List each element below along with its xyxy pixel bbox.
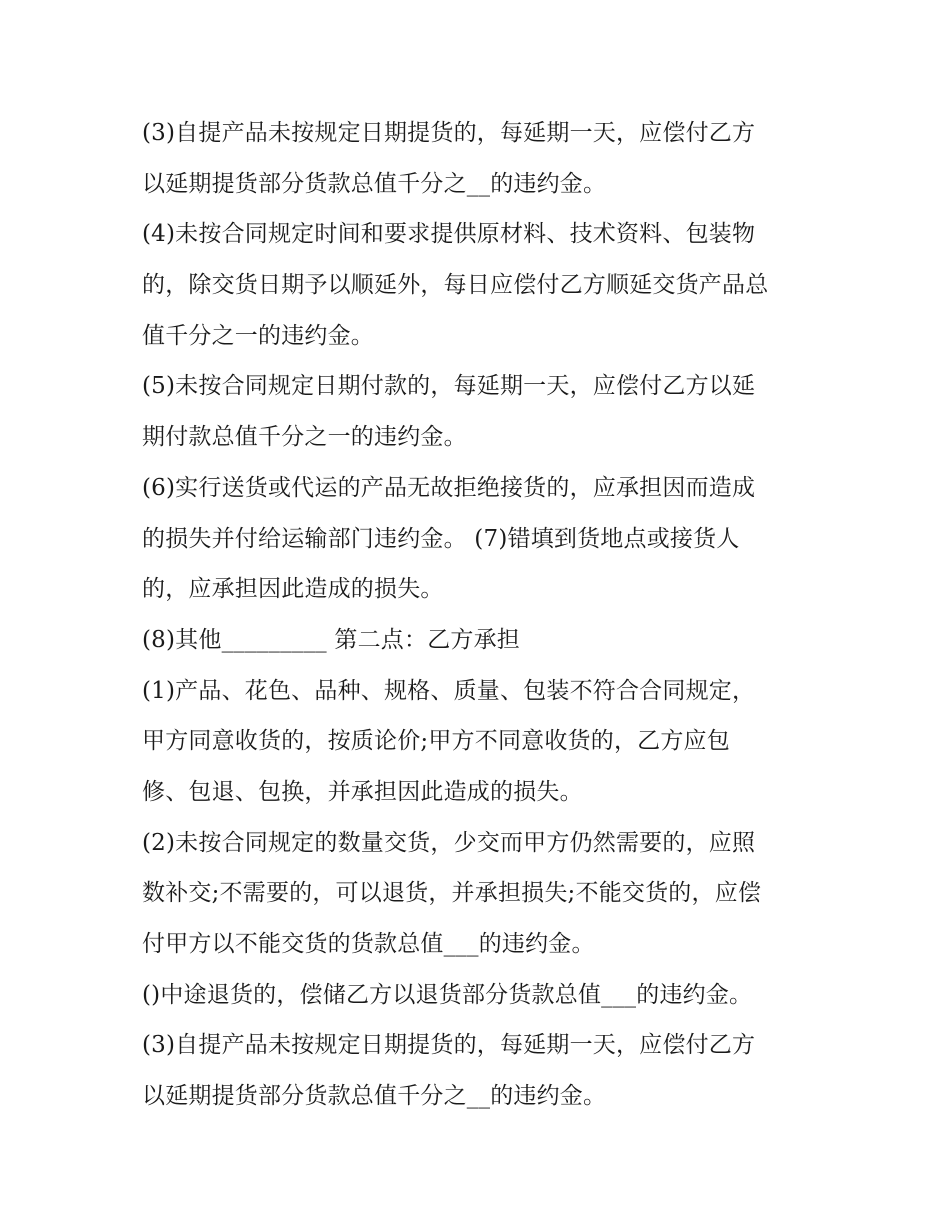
text-line: (1)产品、花色、品种、规格、质量、包装不符合合同规定， (142, 677, 756, 704)
text-line: 的，应承担因此造成的损失。 (142, 576, 444, 603)
text-line: 以延期提货部分货款总值千分之__的违约金。 (142, 1083, 607, 1110)
text-line: ()中途退货的，偿储乙方以退货部分货款总值___的违约金。 (142, 981, 753, 1008)
text-line: (3)自提产品未按规定日期提货的，每延期一天，应偿付乙方 (142, 120, 756, 146)
text-line: 修、包退、包换，并承担因此造成的损失。 (142, 778, 583, 805)
text-line: 的，除交货日期予以顺延外，每日应偿付乙方顺延交货产品总 (142, 272, 769, 299)
document-body (142, 108, 832, 1122)
text-line: 付甲方以不能交货的货款总值___的违约金。 (142, 931, 595, 957)
text-line: (3)自提产品未按规定日期提货的，每延期一天，应偿付乙方 (142, 1032, 756, 1059)
text-line: (6)实行送货或代运的产品无故拒绝接货的，应承担因而造成 (142, 474, 756, 501)
text-line: (5)未按合同规定日期付款的，每延期一天，应偿付乙方以延 (142, 373, 756, 400)
text-line: 的损失并付给运输部门违约金。 (7)错填到货地点或接货人 (142, 525, 740, 552)
text-line: (4)未按合同规定时间和要求提供原材料、技术资料、包装物 (142, 221, 756, 248)
text-line: 值千分之一的违约金。 (142, 322, 374, 349)
text-line: 期付款总值千分之一的违约金。 (142, 424, 467, 451)
text-line: 数补交;不需要的，可以退货，并承担损失;不能交货的，应偿 (142, 880, 762, 907)
text-line: 以延期提货部分货款总值千分之__的违约金。 (142, 170, 607, 197)
text-line: (2)未按合同规定的数量交货，少交而甲方仍然需要的，应照 (142, 829, 756, 856)
text-line: (8)其他_________ 第二点：乙方承担 (142, 626, 520, 653)
text-line: 甲方同意收货的，按质论价;甲方不同意收货的，乙方应包 (142, 728, 730, 755)
